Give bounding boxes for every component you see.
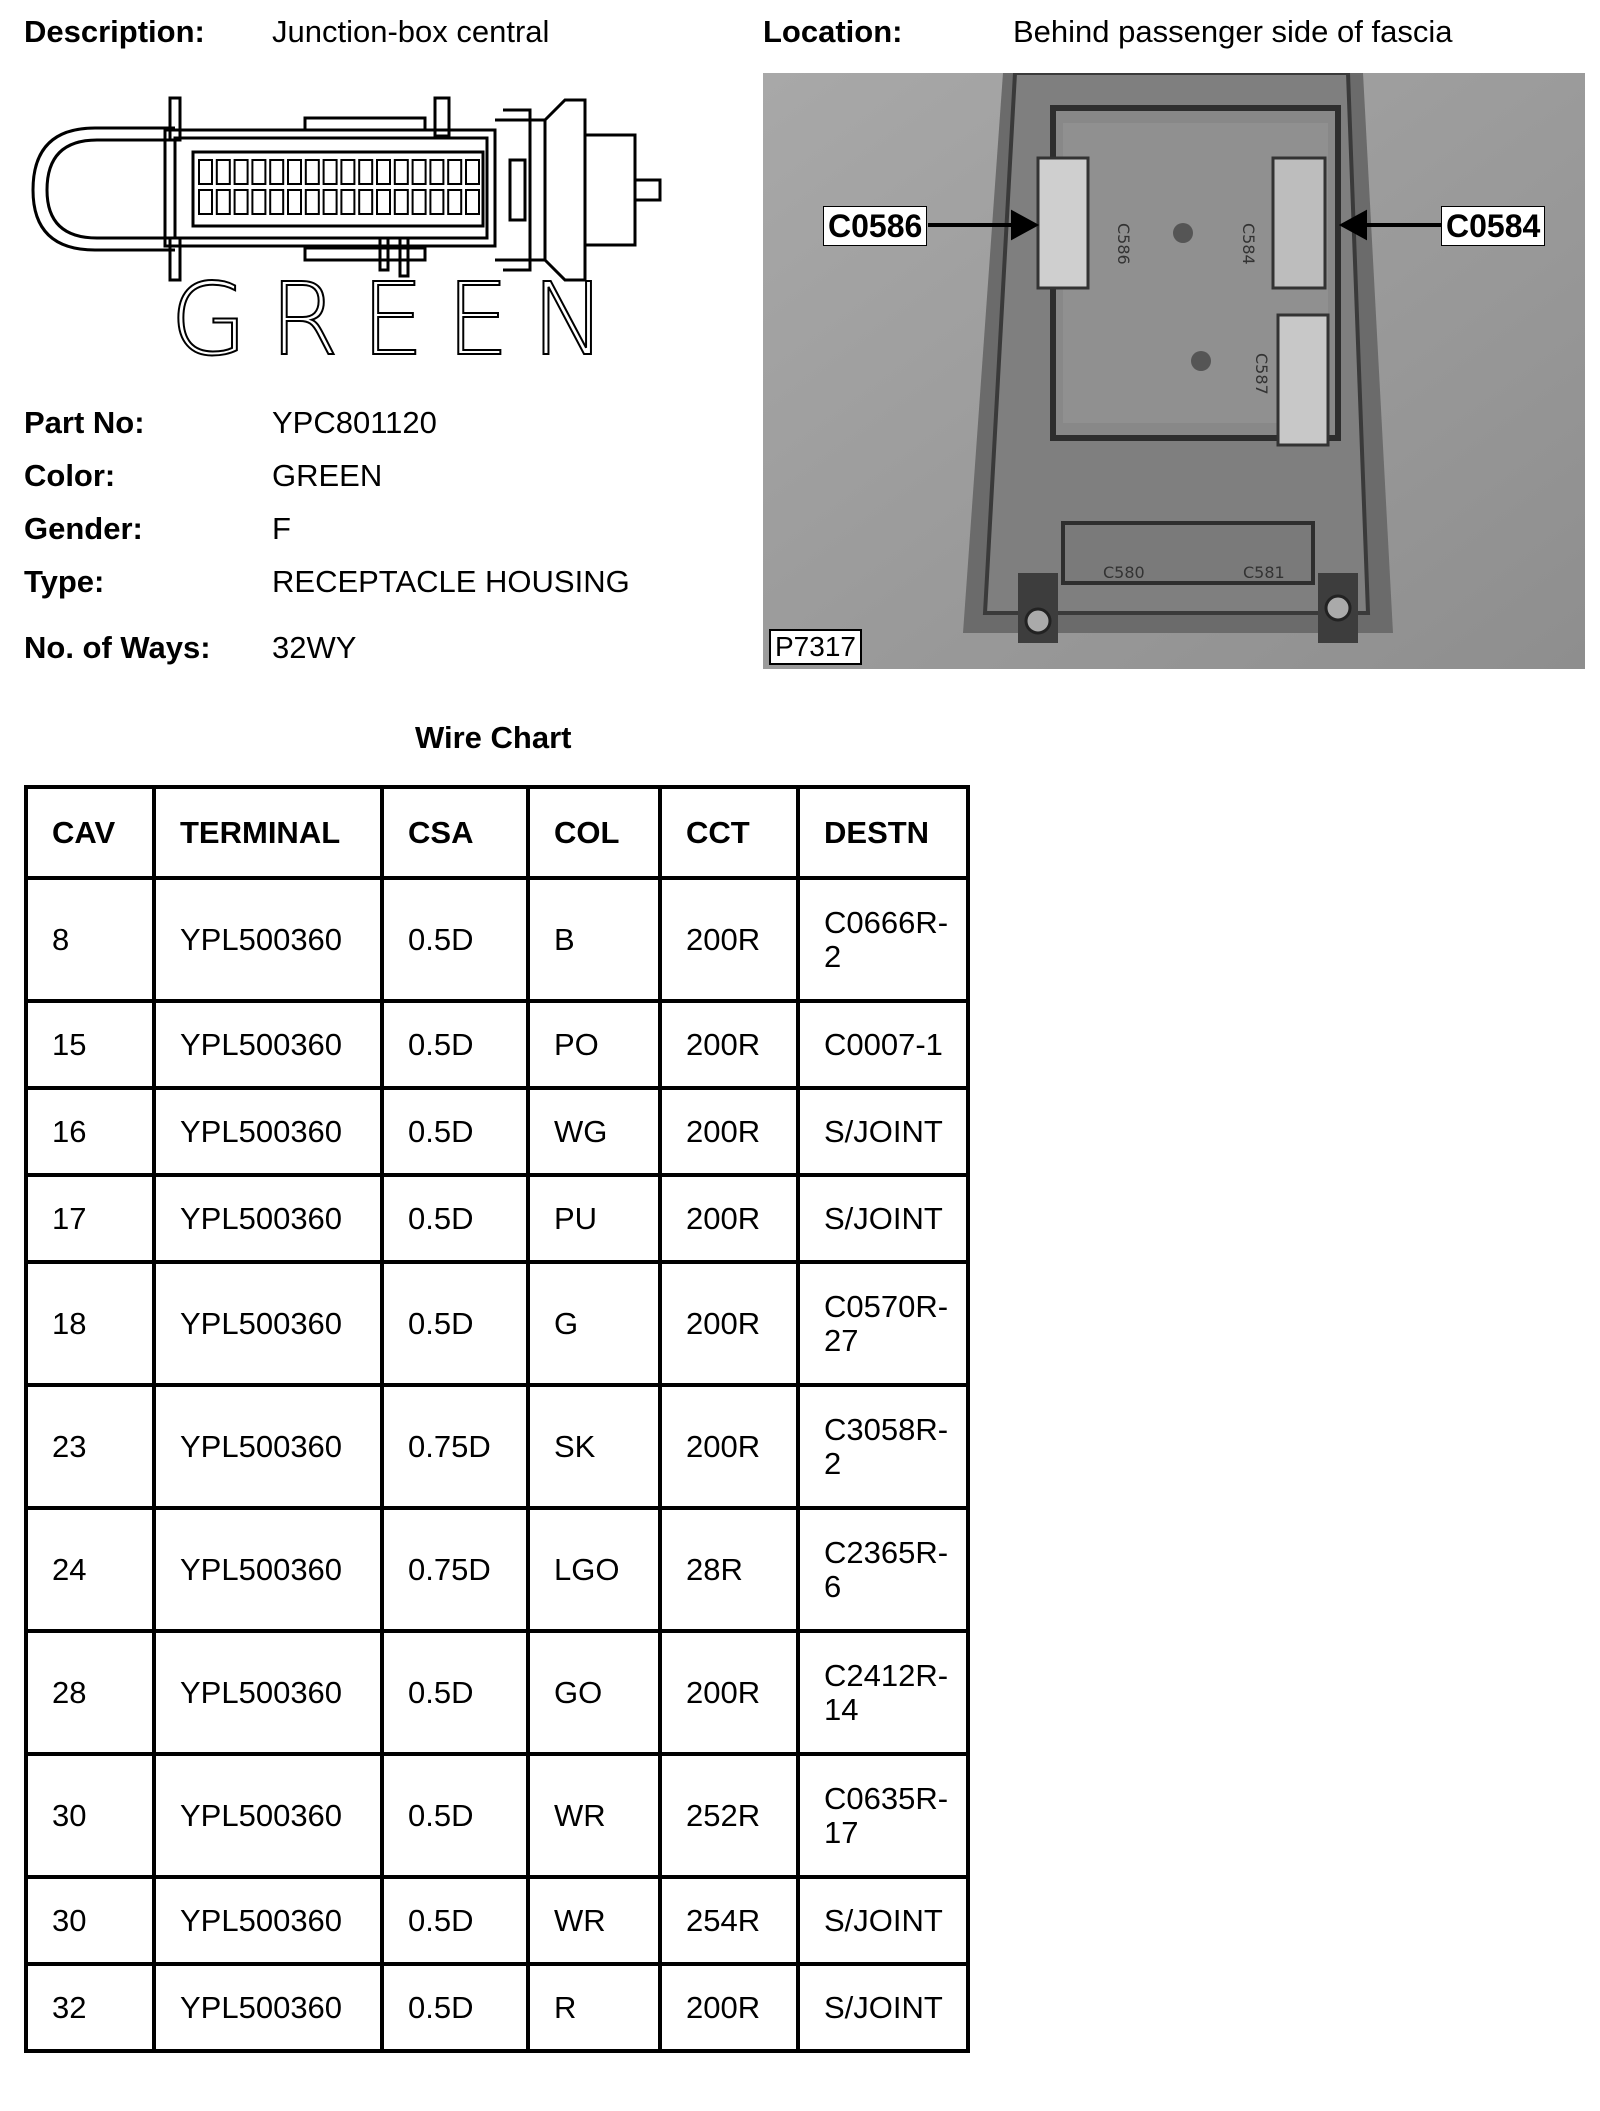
location-photo	[763, 73, 1585, 669]
molded-label-c581: C581	[1243, 563, 1285, 582]
cell-col: SK	[528, 1385, 660, 1508]
callout-c0586: C0586	[823, 206, 927, 246]
cell-csa: 0.5D	[382, 1877, 528, 1964]
connector-pin-cell	[235, 160, 248, 184]
destn-line-2: 2	[824, 1445, 842, 1481]
destn-line-1: C0570R-	[824, 1288, 949, 1324]
table-header-row	[26, 787, 968, 878]
cell-col: G	[528, 1262, 660, 1385]
cell-col: R	[528, 1964, 660, 2051]
column-header-destn: DESTN	[798, 787, 968, 878]
callout-c0584: C0584	[1441, 206, 1545, 246]
destn-line-1: C0007-1	[824, 1026, 943, 1062]
cell-destn	[798, 1175, 968, 1262]
cell-cav: 23	[26, 1385, 154, 1508]
cell-terminal: YPL500360	[154, 1385, 382, 1508]
destn-line-2: 14	[824, 1691, 859, 1727]
connector-pin-cell	[288, 190, 301, 214]
cell-csa: 0.75D	[382, 1385, 528, 1508]
type-value: RECEPTACLE HOUSING	[272, 564, 630, 599]
location-value: Behind passenger side of fascia	[1013, 14, 1453, 49]
cell-terminal: YPL500360	[154, 1001, 382, 1088]
cell-cct: 254R	[660, 1877, 798, 1964]
cell-cct: 252R	[660, 1754, 798, 1877]
connector-pin-cell	[270, 160, 283, 184]
cell-destn	[798, 1508, 968, 1631]
cell-terminal: YPL500360	[154, 1754, 382, 1877]
table-row	[26, 1754, 968, 1877]
description-value: Junction-box central	[272, 14, 550, 49]
wire-chart-title: Wire Chart	[415, 720, 572, 755]
type-label: Type:	[24, 564, 105, 599]
connector-pin-cell	[466, 190, 479, 214]
connector-pin-cell	[395, 190, 408, 214]
destn-line-1: C0666R-	[824, 904, 949, 940]
connector-pin-cell	[288, 160, 301, 184]
destn-line-1: C0635R-	[824, 1780, 949, 1816]
cell-destn	[798, 1754, 968, 1877]
connector-pin-cell	[377, 190, 390, 214]
table-row	[26, 1508, 968, 1631]
cell-destn	[798, 1088, 968, 1175]
destn-line-2: 27	[824, 1322, 859, 1358]
cell-col: PO	[528, 1001, 660, 1088]
cell-col: LGO	[528, 1508, 660, 1631]
destn-line-1: S/JOINT	[824, 1902, 943, 1938]
column-header-col: COL	[528, 787, 660, 878]
part-no-value: YPC801120	[272, 405, 437, 440]
cell-cav: 28	[26, 1631, 154, 1754]
cell-col: B	[528, 878, 660, 1001]
cell-col: WG	[528, 1088, 660, 1175]
wire-chart-body	[26, 878, 968, 2051]
destn-line-1: S/JOINT	[824, 1989, 943, 2025]
connector-pin-cell	[341, 160, 354, 184]
destn-line-2: 6	[824, 1568, 842, 1604]
cell-col: PU	[528, 1175, 660, 1262]
table-row	[26, 1877, 968, 1964]
connector-pin-cell	[252, 160, 265, 184]
cell-cct: 200R	[660, 1262, 798, 1385]
destn-line-1: C2412R-	[824, 1657, 949, 1693]
cell-cct: 200R	[660, 1001, 798, 1088]
cell-col: WR	[528, 1754, 660, 1877]
destn-line-1: C2365R-	[824, 1534, 949, 1570]
connector-pin-cell	[235, 190, 248, 214]
destn-line-1: S/JOINT	[824, 1113, 943, 1149]
cell-terminal: YPL500360	[154, 1175, 382, 1262]
connector-pin-cell	[430, 190, 443, 214]
column-header-cct: CCT	[660, 787, 798, 878]
connector-pin-cell	[359, 160, 372, 184]
connector-pin-cell	[430, 160, 443, 184]
cell-csa: 0.5D	[382, 1175, 528, 1262]
table-row	[26, 1001, 968, 1088]
connector-pin-cell	[217, 190, 230, 214]
cell-cct: 200R	[660, 1175, 798, 1262]
table-row	[26, 1964, 968, 2051]
junction-box-illustration	[763, 73, 1585, 669]
cell-csa: 0.5D	[382, 1088, 528, 1175]
column-header-csa: CSA	[382, 787, 528, 878]
color-value: GREEN	[272, 458, 383, 493]
molded-label-c587: C587	[1252, 353, 1271, 395]
cell-destn	[798, 1001, 968, 1088]
photo-reference: P7317	[769, 629, 862, 665]
cell-cav: 24	[26, 1508, 154, 1631]
cell-col: WR	[528, 1877, 660, 1964]
connector-pin-cell	[270, 190, 283, 214]
cell-destn	[798, 1262, 968, 1385]
connector-pin-cell	[252, 190, 265, 214]
cell-csa: 0.5D	[382, 1964, 528, 2051]
cell-cav: 30	[26, 1754, 154, 1877]
table-row	[26, 1385, 968, 1508]
table-row	[26, 1262, 968, 1385]
connector-pin-cell	[359, 190, 372, 214]
cell-terminal: YPL500360	[154, 1877, 382, 1964]
cell-terminal: YPL500360	[154, 1964, 382, 2051]
gender-value: F	[272, 511, 291, 546]
cell-cct: 200R	[660, 878, 798, 1001]
table-row	[26, 878, 968, 1001]
connector-pin-cell	[324, 190, 337, 214]
cell-destn	[798, 1964, 968, 2051]
cell-cav: 17	[26, 1175, 154, 1262]
destn-line-2: 2	[824, 938, 842, 974]
cell-col: GO	[528, 1631, 660, 1754]
table-row	[26, 1088, 968, 1175]
cell-terminal: YPL500360	[154, 1508, 382, 1631]
molded-label-c586: C586	[1114, 223, 1133, 265]
column-header-cav: CAV	[26, 787, 154, 878]
connector-pin-cell	[306, 160, 319, 184]
table-row	[26, 1631, 968, 1754]
cell-cav: 32	[26, 1964, 154, 2051]
connector-pin-cell	[199, 160, 212, 184]
cell-destn	[798, 1385, 968, 1508]
connector-pin-cell	[217, 160, 230, 184]
cell-cav: 16	[26, 1088, 154, 1175]
ways-label: No. of Ways:	[24, 630, 211, 665]
cell-cav: 15	[26, 1001, 154, 1088]
cell-cct: 200R	[660, 1088, 798, 1175]
gender-label: Gender:	[24, 511, 143, 546]
cell-cct: 200R	[660, 1964, 798, 2051]
table-row	[26, 1175, 968, 1262]
cell-destn	[798, 1877, 968, 1964]
connector-pin-cell	[306, 190, 319, 214]
cell-terminal: YPL500360	[154, 1262, 382, 1385]
wire-chart-table	[24, 785, 970, 2053]
connector-pin-cell	[448, 160, 461, 184]
connector-pin-cell	[199, 190, 212, 214]
cell-csa: 0.5D	[382, 1262, 528, 1385]
column-header-terminal: TERMINAL	[154, 787, 382, 878]
cell-cct: 200R	[660, 1631, 798, 1754]
connector-pin-cell	[341, 190, 354, 214]
connector-pin-cell	[324, 160, 337, 184]
connector-pin-cell	[413, 160, 426, 184]
cell-destn	[798, 878, 968, 1001]
ways-value: 32WY	[272, 630, 357, 665]
connector-pin-cell	[448, 190, 461, 214]
location-label: Location:	[763, 14, 903, 49]
cell-csa: 0.5D	[382, 878, 528, 1001]
cell-cav: 18	[26, 1262, 154, 1385]
color-label: Color:	[24, 458, 116, 493]
connector-pin-cell	[377, 160, 390, 184]
cell-csa: 0.5D	[382, 1001, 528, 1088]
connector-pin-cell	[395, 160, 408, 184]
cell-cct: 200R	[660, 1385, 798, 1508]
cell-csa: 0.5D	[382, 1754, 528, 1877]
cell-terminal: YPL500360	[154, 878, 382, 1001]
molded-label-c580: C580	[1103, 563, 1145, 582]
cell-terminal: YPL500360	[154, 1088, 382, 1175]
description-label: Description:	[24, 14, 205, 49]
connector-pin-cell	[413, 190, 426, 214]
cell-cct: 28R	[660, 1508, 798, 1631]
part-no-label: Part No:	[24, 405, 145, 440]
cell-csa: 0.75D	[382, 1508, 528, 1631]
molded-label-c584: C584	[1239, 223, 1258, 265]
cell-cav: 8	[26, 878, 154, 1001]
cell-terminal: YPL500360	[154, 1631, 382, 1754]
connector-color-caption: GREEN	[170, 261, 629, 378]
cell-csa: 0.5D	[382, 1631, 528, 1754]
cell-cav: 30	[26, 1877, 154, 1964]
destn-line-2: 17	[824, 1814, 859, 1850]
cell-destn	[798, 1631, 968, 1754]
destn-line-1: S/JOINT	[824, 1200, 943, 1236]
destn-line-1: C3058R-	[824, 1411, 949, 1447]
connector-pin-cell	[466, 160, 479, 184]
